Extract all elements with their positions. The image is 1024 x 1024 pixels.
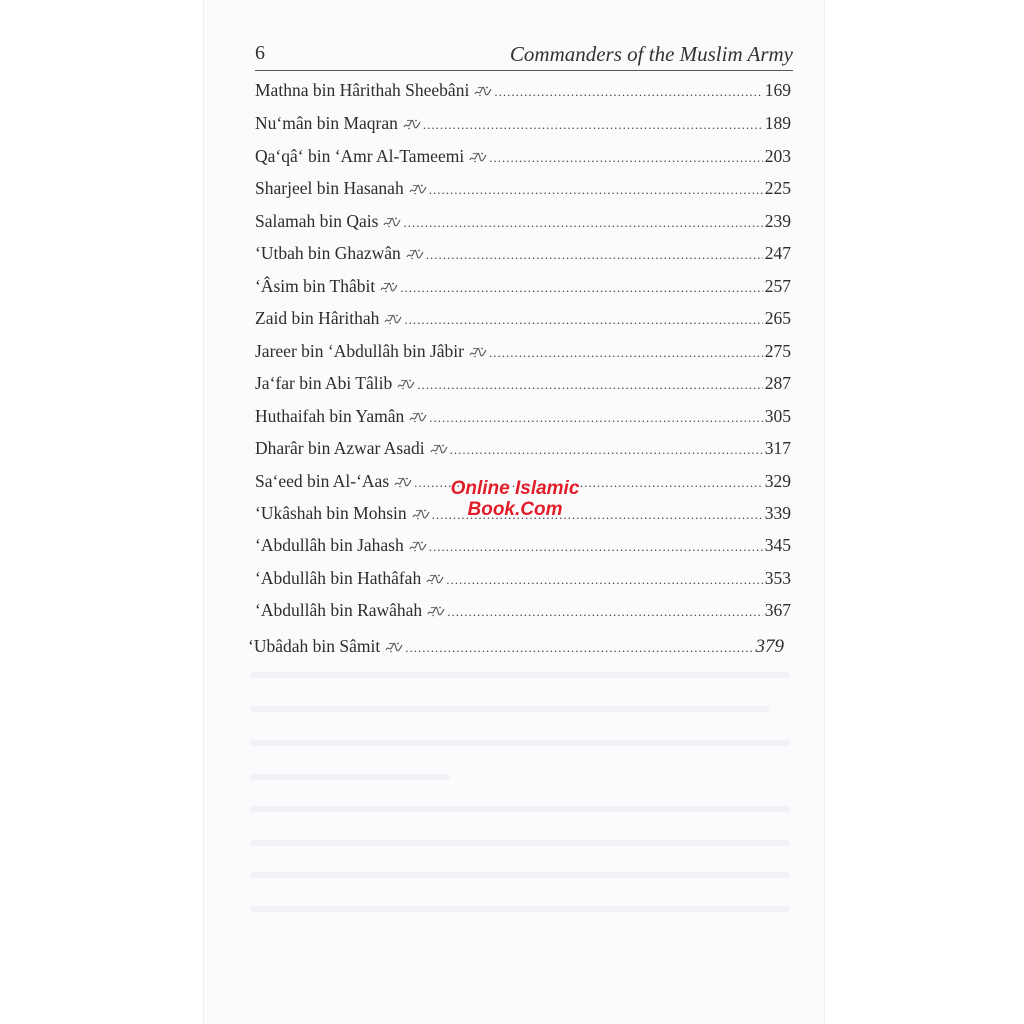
radiallahu-anhu-icon — [474, 85, 492, 97]
toc-entry-name: Huthaifah bin Yamân — [255, 406, 405, 426]
radiallahu-anhu-icon — [409, 183, 427, 195]
toc-entry — [255, 406, 791, 430]
radiallahu-anhu-icon — [394, 476, 412, 488]
radiallahu-anhu-icon — [383, 216, 401, 228]
toc-entry-page-number: 239 — [764, 211, 791, 231]
toc-entry — [255, 113, 791, 137]
toc-entry-page-number: 169 — [764, 80, 791, 100]
toc-entry — [248, 636, 784, 660]
dot-leader — [403, 215, 762, 231]
toc-entry — [255, 80, 791, 104]
radiallahu-anhu-icon — [469, 346, 487, 358]
toc-entry-name: Ja‘far bin Abi Tâlib — [255, 373, 393, 393]
radiallahu-anhu-icon — [430, 443, 448, 455]
dot-leader — [429, 410, 763, 426]
running-title: Commanders of the Muslim Army — [509, 42, 793, 66]
toc-entry — [255, 600, 791, 624]
dot-leader — [404, 312, 762, 328]
toc-entry-name: ‘Abdullâh bin Jahash — [255, 535, 404, 555]
toc-entry-page-number: 317 — [764, 438, 791, 458]
toc-entry — [255, 178, 791, 202]
toc-entry — [255, 243, 791, 267]
toc-entry-page-number: 225 — [764, 178, 791, 198]
toc-entry-name: ‘Abdullâh bin Rawâhah — [255, 600, 423, 620]
toc-entry-name: Mathna bin Hârithah Sheebâni — [255, 80, 470, 100]
watermark-line-1: Online Islamic — [450, 478, 580, 499]
dot-leader — [447, 604, 763, 620]
toc-entry-name: Sharjeel bin Hasanah — [255, 178, 404, 198]
toc-entry-page-number: 305 — [764, 406, 791, 426]
dot-leader — [400, 280, 763, 296]
toc-entry-name: Dharâr bin Azwar Asadi — [255, 438, 425, 458]
dot-leader — [494, 84, 762, 100]
dot-leader — [450, 442, 763, 458]
watermark — [420, 478, 610, 520]
radiallahu-anhu-icon — [384, 313, 402, 325]
toc-entry-page-number: 339 — [764, 503, 791, 523]
dot-leader — [446, 572, 763, 588]
toc-entry-page-number: 265 — [764, 308, 791, 328]
toc-entry — [255, 341, 791, 365]
dot-leader — [405, 640, 753, 656]
toc-entry-page-number: 275 — [764, 341, 791, 361]
toc-entry — [255, 308, 791, 332]
toc-entry-name: ‘Ukâshah bin Mohsin — [255, 503, 407, 523]
dot-leader — [429, 182, 763, 198]
toc-entry-page-number: 379 — [755, 636, 784, 657]
radiallahu-anhu-icon — [397, 378, 415, 390]
toc-entry-page-number: 189 — [764, 113, 791, 133]
toc-entry-name: ‘Ubâdah bin Sâmit — [248, 636, 381, 656]
dot-leader — [429, 539, 763, 555]
page-number: 6 — [255, 42, 265, 64]
toc-entry-name: Zaid bin Hârithah — [255, 308, 380, 328]
toc-entry-page-number: 345 — [764, 535, 791, 555]
radiallahu-anhu-icon — [380, 281, 398, 293]
dot-leader — [423, 117, 763, 133]
toc-entry — [255, 146, 791, 170]
dot-leader — [489, 150, 763, 166]
toc-entry-name: Sa‘eed bin Al-‘Aas — [255, 471, 390, 491]
toc-entry — [255, 211, 791, 235]
dot-leader — [489, 345, 763, 361]
toc-entry — [255, 535, 791, 559]
toc-entry — [255, 373, 791, 397]
toc-entry-page-number: 329 — [764, 471, 791, 491]
radiallahu-anhu-icon — [469, 151, 487, 163]
toc-entry-name: Qa‘qâ‘ bin ‘Amr Al-Tameemi — [255, 146, 465, 166]
toc-entry-page-number: 247 — [764, 243, 791, 263]
toc-entry — [255, 276, 791, 300]
radiallahu-anhu-icon — [427, 605, 445, 617]
toc-entry-page-number: 203 — [764, 146, 791, 166]
dot-leader — [426, 247, 763, 263]
radiallahu-anhu-icon — [409, 411, 427, 423]
toc-entry-name: Jareer bin ‘Abdullâh bin Jâbir — [255, 341, 464, 361]
radiallahu-anhu-icon — [409, 540, 427, 552]
toc-entry-page-number: 353 — [764, 568, 791, 588]
toc-entry-page-number: 367 — [764, 600, 791, 620]
toc-entry-name: Nu‘mân bin Maqran — [255, 113, 398, 133]
toc-entry-name: ‘Abdullâh bin Hathâfah — [255, 568, 422, 588]
radiallahu-anhu-icon — [403, 118, 421, 130]
toc-entry-page-number: 257 — [764, 276, 791, 296]
watermark-line-2: Book.Com — [467, 499, 563, 520]
toc-entry-page-number: 287 — [764, 373, 791, 393]
radiallahu-anhu-icon — [426, 573, 444, 585]
toc-entry — [255, 568, 791, 592]
dot-leader — [417, 377, 763, 393]
radiallahu-anhu-icon — [385, 641, 403, 653]
toc-entry — [255, 438, 791, 462]
radiallahu-anhu-icon — [406, 248, 424, 260]
toc-entry-name: ‘Utbah bin Ghazwân — [255, 243, 401, 263]
toc-entry-name: ‘Âsim bin Thâbit — [255, 276, 376, 296]
toc-entry-name: Salamah bin Qais — [255, 211, 379, 231]
